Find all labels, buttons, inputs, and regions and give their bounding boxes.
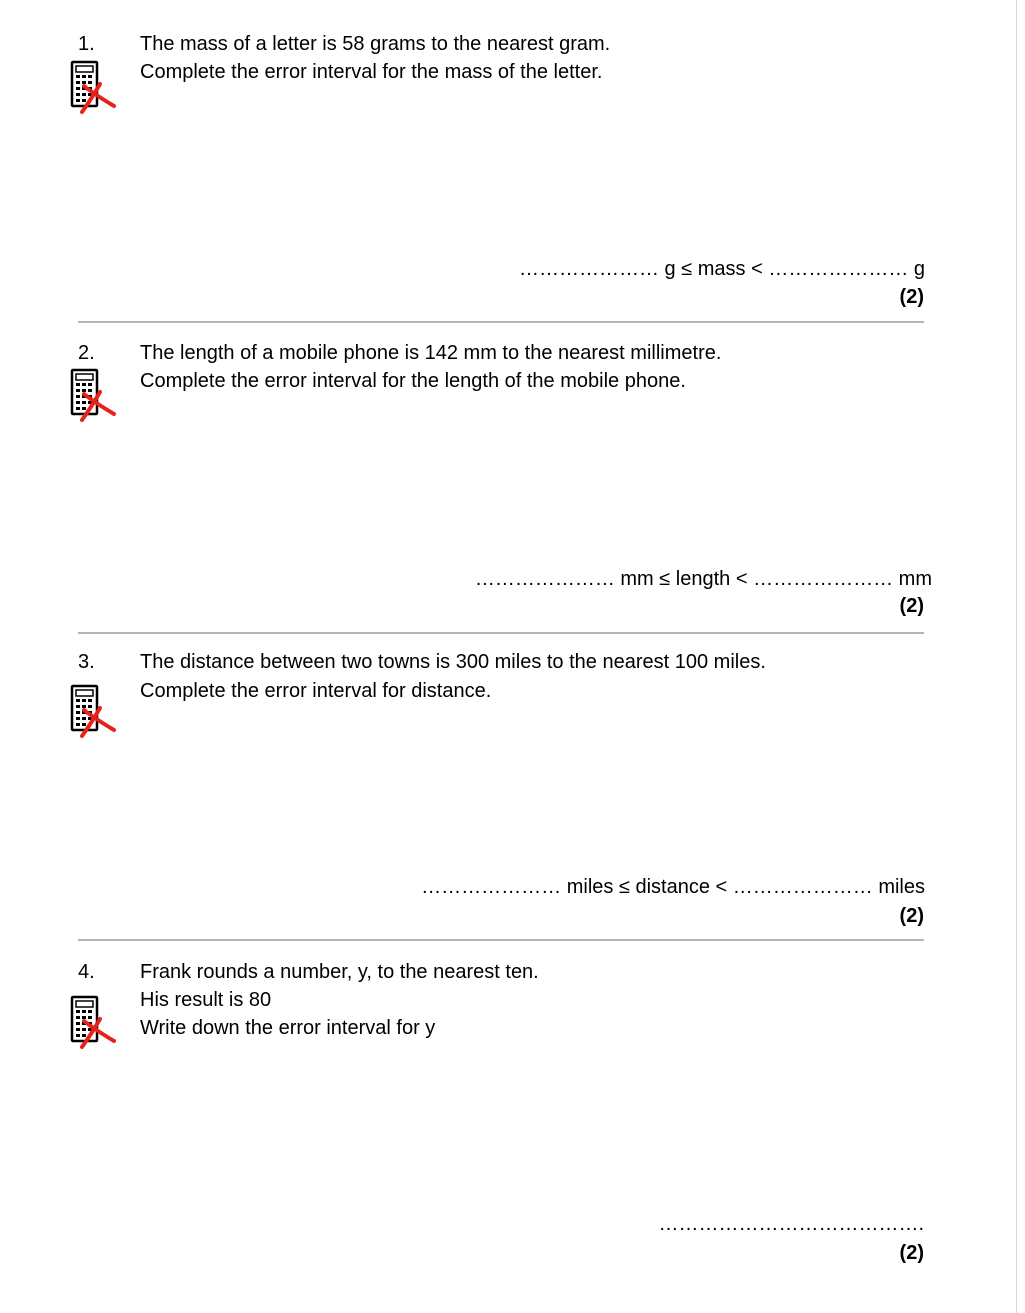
answer-blank-lower[interactable]: ………………… [421,876,562,898]
question-number: 3. [78,651,95,673]
no-calculator-icon [70,60,118,114]
section-divider [78,321,924,323]
question-text: Write down the error interval for y [140,1017,436,1039]
question-text: The mass of a letter is 58 grams to the nearest gram. [140,33,611,55]
answer-inequality: mm ≤ length < [614,568,754,590]
answer-line [519,257,925,281]
answer-line [475,567,932,591]
answer-line [421,875,925,899]
question-text: Frank rounds a number, y, to the nearest ten. [140,961,539,983]
question-text: The length of a mobile phone is 142 mm to the nearest millimetre. [140,342,722,364]
section-divider [78,632,924,634]
section-divider [78,939,924,941]
answer-unit: mm [893,568,932,590]
question-number: 1. [78,33,95,55]
marks-label: (2) [899,286,924,308]
answer-unit: g [908,258,925,280]
no-calculator-icon [70,684,118,738]
answer-unit: miles [872,876,925,898]
no-calculator-icon [70,368,118,422]
answer-blank-upper[interactable]: ………………… [732,876,873,898]
answer-blank-upper[interactable]: ………………… [753,568,894,590]
question-text: His result is 80 [140,989,272,1011]
question-text: Complete the error interval for the mass of the letter. [140,61,603,83]
marks-label: (2) [899,595,924,617]
marks-label: (2) [899,905,924,927]
question-text: Complete the error interval for the length of the mobile phone. [140,370,686,392]
answer-blank-lower[interactable]: ………………… [518,258,659,280]
question-number: 4. [78,961,95,983]
answer-inequality: miles ≤ distance < [561,876,733,898]
answer-inequality: g ≤ mass < [658,258,769,280]
page-edge-rule [1016,0,1017,1313]
question-number: 2. [78,342,95,364]
question-text: Complete the error interval for distance. [140,680,492,702]
marks-label: (2) [899,1242,924,1264]
answer-line [658,1212,924,1236]
no-calculator-icon [70,995,118,1049]
answer-blank-lower[interactable]: ………………… [474,568,615,590]
answer-blank-upper[interactable]: ………………… [768,258,909,280]
question-text: The distance between two towns is 300 miles to the nearest 100 miles. [140,651,766,673]
answer-blank[interactable]: …………………………………. [658,1213,924,1235]
